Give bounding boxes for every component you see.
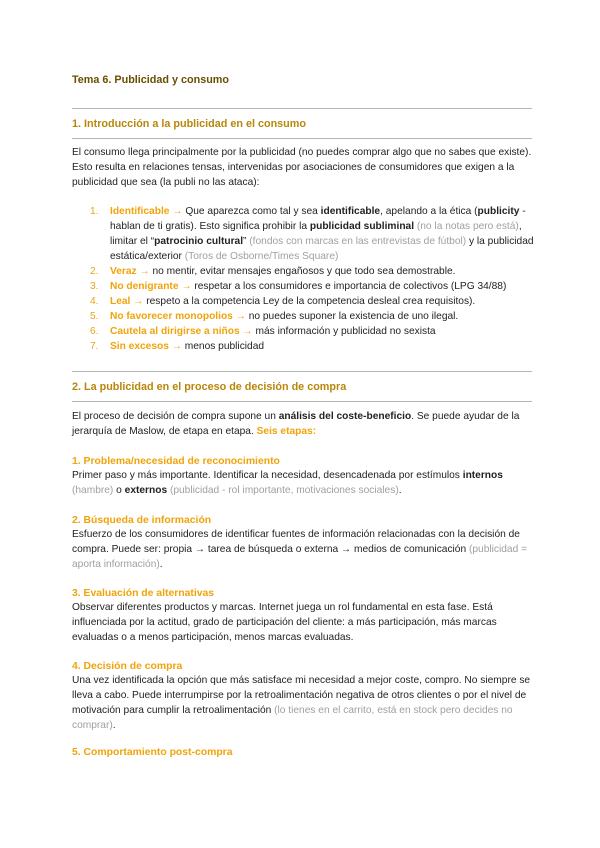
list-item: 2. Veraz → no mentir, evitar mensajes engañosos y que todo sea demostrable. — [90, 266, 456, 277]
list-item: 1. Identificable → Que aparezca como tal y sea identificable, apelando a la ética (publicity - hablan de ti gratis). Esto significa prohibir la publicidad subliminal (no la notas pero está), limitar el “patrocinio cultural” (fondos con marcas en las entrevistas de fútbol) y la publicidad estática/exterior (Toros de Osborne/Times Square) — [90, 206, 534, 262]
document-title: Tema 6. Publicidad y consumo — [72, 74, 229, 86]
stage-3-body: Observar diferentes productos y marcas. Internet juega un rol fundamental en esta fase. Está influenciada por la actitud, grado de participación del cliente: a más participación, más marcas evaluadas o a menos participación, menos marcas evaluadas. — [72, 602, 497, 643]
section-2-heading: 2. La publicidad en el proceso de decisión de compra — [72, 381, 347, 393]
arrow-icon: → — [172, 206, 183, 217]
arrow-icon: → — [133, 296, 144, 307]
item-term: Veraz — [110, 266, 137, 277]
divider — [72, 371, 532, 372]
arrow-icon: → — [235, 311, 246, 322]
item-term: Sin excesos — [110, 341, 169, 352]
stage-1-heading: 1. Problema/necesidad de reconocimiento — [72, 456, 280, 467]
item-term: No favorecer monopolios — [110, 311, 233, 322]
divider — [72, 108, 532, 109]
section-1-heading: 1. Introducción a la publicidad en el consumo — [72, 118, 306, 130]
item-term: Identificable — [110, 206, 170, 217]
stage-2-body: Esfuerzo de los consumidores de identificar fuentes de información relacionadas con la decisión de compra. Puede ser: propia → tarea de búsqueda o externa → medios de comunicación (publicidad = aporta información). — [72, 529, 528, 570]
arrow-icon: → — [242, 326, 253, 337]
section-2-intro: El proceso de decisión de compra supone un análisis del coste-beneficio. Se puede ayudar de la jerarquía de Maslow, de etapa en etapa. Seis etapas: — [72, 411, 520, 437]
stage-3-heading: 3. Evaluación de alternativas — [72, 588, 215, 599]
list-item: 5. No favorecer monopolios → no puedes suponer la existencia de uno ilegal. — [90, 311, 459, 322]
section-1-intro: El consumo llega principalmente por la publicidad (no puedes comprar algo que no sabes que existe). Esto resulta en relaciones tensas, intervenidas por asociaciones de consumidores que exigen a la publicidad que sea (la publi no las ataca): — [72, 147, 532, 188]
list-item: 3. No denigrante → respetar a los consumidores e importancia de colectivos (LPG 34/88) — [90, 281, 507, 292]
list-item: 4. Leal → respeto a la competencia Ley de la competencia desleal crea requisitos). — [90, 296, 476, 307]
stage-5-heading: 5. Comportamiento post-compra — [72, 747, 233, 758]
stage-1-body: Primer paso y más importante. Identificar la necesidad, desencadenada por estímulos internos (hambre) o externos (publicidad - rol importante, motivaciones sociales). — [72, 470, 503, 496]
list-item: 6. Cautela al dirigirse a niños → más información y publicidad no sexista — [90, 326, 436, 337]
divider — [72, 401, 532, 402]
principles-list — [72, 204, 534, 354]
arrow-icon: → — [139, 266, 150, 277]
divider — [72, 138, 532, 139]
stage-4-heading: 4. Decisión de compra — [72, 661, 183, 672]
arrow-icon: → — [171, 341, 182, 352]
list-item: 7. Sin excesos → menos publicidad — [90, 341, 265, 352]
arrow-icon: → — [181, 281, 192, 292]
stage-4-body: Una vez identificada la opción que más satisface mi necesidad a mejor coste, compro. No siempre se lleva a cabo. Puede interrumpirse por la retroalimentación negativa de otros clientes o por el nivel de motivación para cumplir la retroalimentación (lo tienes en el carrito, está en stock pero decides no comprar). — [72, 675, 531, 731]
item-term: Leal — [110, 296, 131, 307]
stage-2-heading: 2. Búsqueda de información — [72, 515, 212, 526]
item-term: Cautela al dirigirse a niños — [110, 326, 240, 337]
item-term: No denigrante — [110, 281, 179, 292]
